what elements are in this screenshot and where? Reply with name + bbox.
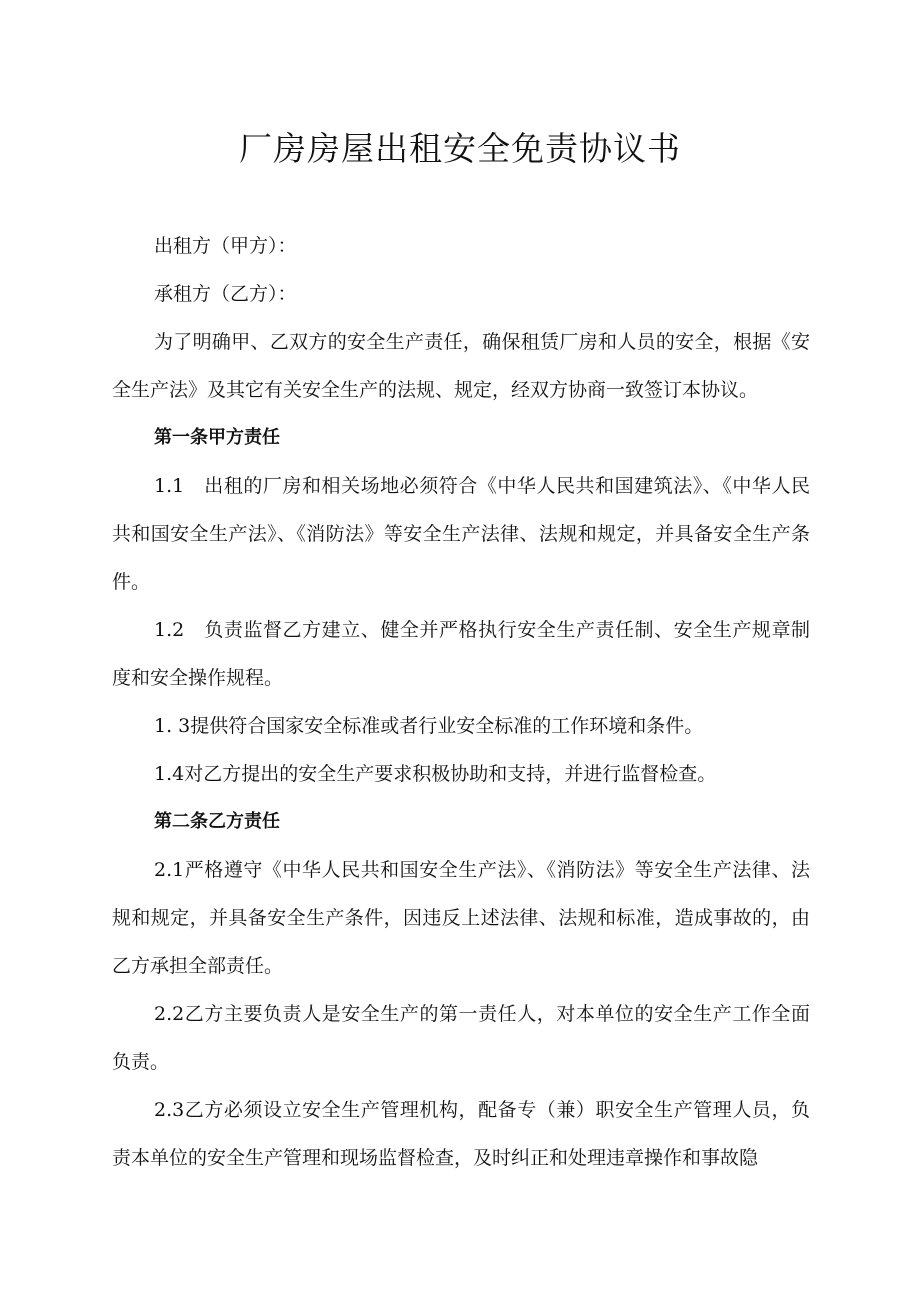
clause-2-3: 2.3乙方必须设立安全生产管理机构，配备专（兼）职安全生产管理人员，负责本单位的安全生产管理和现场监督检查，及时纠正和处理违章操作和事故隐 [112,1099,810,1169]
lessee-line: 承租方（乙方）： [154,283,297,305]
clause-1-1: 1.1 出租的厂房和相关场地必须符合《中华人民共和国建筑法》、《中华人民共和国安全生产法》、《消防法》等安全生产法律、法规和规定，并具备安全生产条件。 [112,475,810,593]
clause-1-2: 1.2 负责监督乙方建立、健全并严格执行安全生产责任制、安全生产规章制度和安全操作规程。 [112,619,810,689]
clause-1-4: 1.4对乙方提出的安全生产要求积极协助和支持，并进行监督检查。 [154,763,717,785]
clause-2-2: 2.2乙方主要负责人是安全生产的第一责任人，对本单位的安全生产工作全面负责。 [112,1003,810,1073]
document-title: 厂房房屋出租安全免责协议书 [239,129,681,168]
article-2-heading: 第二条乙方责任 [154,811,280,832]
document-body [112,222,810,1182]
clause-2-1: 2.1严格遵守《中华人民共和国安全生产法》、《消防法》等安全生产法律、法规和规定，并具备安全生产条件，因违反上述法律、法规和标准，造成事故的，由乙方承担全部责任。 [112,859,810,977]
lessor-line: 出租方（甲方）： [154,235,297,257]
clause-1-3: 1. 3提供符合国家安全标准或者行业安全标准的工作环境和条件。 [154,715,704,737]
article-1-heading: 第一条甲方责任 [154,427,280,448]
intro-paragraph: 为了明确甲、乙双方的安全生产责任，确保租赁厂房和人员的安全，根据《安全生产法》及其它有关安全生产的法规、规定，经双方协商一致签订本协议。 [112,331,810,401]
